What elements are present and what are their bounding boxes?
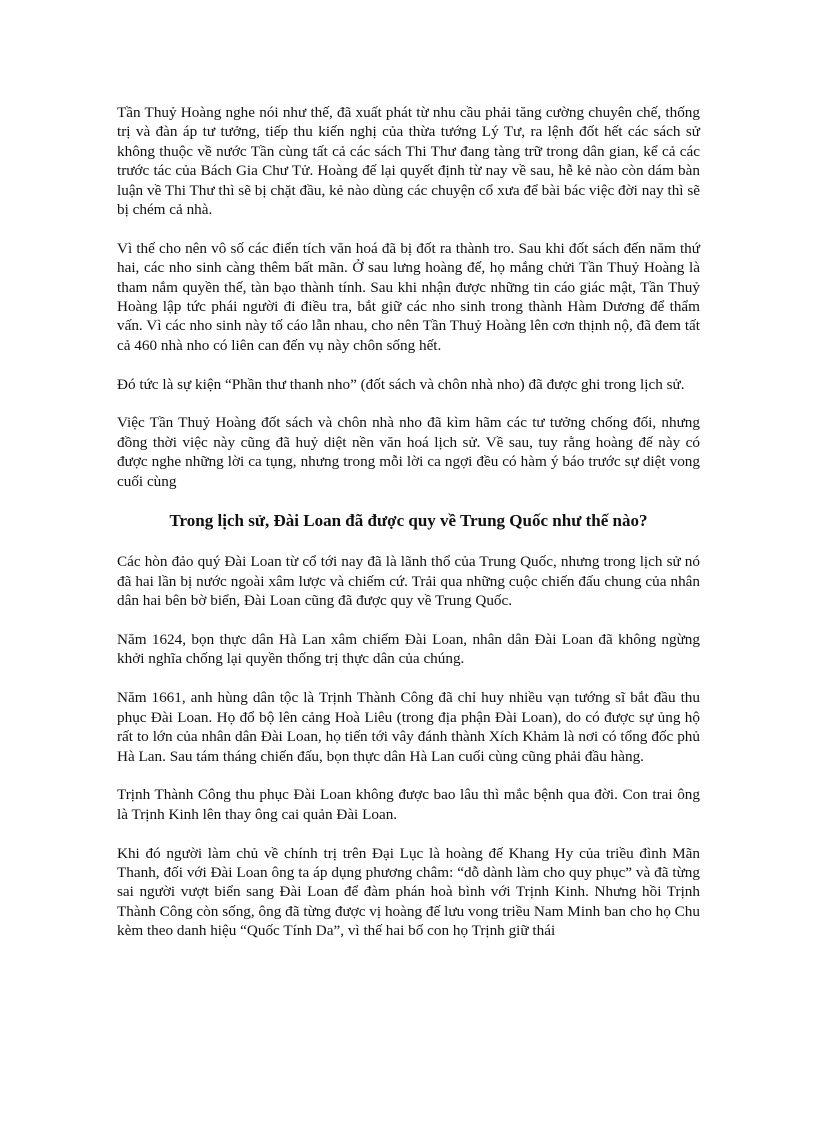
paragraph-kangxi: Khi đó người làm chủ về chính trị trên Đại Lục là hoàng đế Khang Hy của triều đình Mãn Thanh, đối với Đài Loan ông ta áp dụng phương châm: “dỗ dành làm cho quy phục” và đã từng sai người vượt biển sang Đài Loan để đàm phán hoà bình với Trịnh Kinh. Nhưng hồi Trịnh Thành Công còn sống, ông đã từng được vị hoàng đế lưu vong triều Nam Minh ban cho họ Chu kèm theo danh hiệu “Quốc Tính Da”, vì thế hai bố con họ Trịnh giữ thái [117,844,700,940]
paragraph-historical-event: Đó tức là sự kiện “Phần thư thanh nho” (đốt sách và chôn nhà nho) đã được ghi trong lịch sử. [117,375,685,393]
paragraph-burying-scholars: Vì thế cho nên vô số các điển tích văn hoá đã bị đốt ra thành tro. Sau khi đốt sách đến năm thứ hai, các nho sinh càng thêm bất mãn. Ở sau lưng hoàng đế, họ mắng chửi Tần Thuỷ Hoàng là tham nắm quyền thế, tàn bạo thành tính. Sau khi nhận được những tin cáo giác mật, Tần Thuỷ Hoàng lập tức phái người đi điều tra, bắt giữ các nho sinh trong thành Hàm Dương để thẩm vấn. Vì các nho sinh này tố cáo lẫn nhau, cho nên Tần Thuỷ Hoàng lên cơn thịnh nộ, đã đem tất cả 460 nhà nho có liên can đến vụ này chôn sống hết. [117,239,700,354]
paragraph-zheng-chenggong: Năm 1661, anh hùng dân tộc là Trịnh Thành Công đã chỉ huy nhiều vạn tướng sĩ bắt đầu thu phục Đài Loan. Họ đổ bộ lên cảng Hoà Liêu (trong địa phận Đài Loan), do có được sự ủng hộ rất to lớn của nhân dân Đài Loan, họ tiến tới vây đánh thành Xích Khảm là nơi có tổng đốc phủ Hà Lan. Sau tám tháng chiến đấu, bọn thực dân Hà Lan cuối cùng cũng phải đầu hàng. [117,689,700,765]
paragraph-consequences: Việc Tần Thuỷ Hoàng đốt sách và chôn nhà nho đã kìm hãm các tư tưởng chống đối, nhưng đồng thời việc này cũng đã huỷ diệt nền văn hoá lịch sử. Về sau, tuy rằng hoàng đế này có được nghe những lời ca tụng, nhưng trong mỗi lời ca ngợi đều có hàm ý báo trước sự diệt vong cuối cùng [117,414,700,490]
paragraph-zheng-jing: Trịnh Thành Công thu phục Đài Loan không được bao lâu thì mắc bệnh qua đời. Con trai ông là Trịnh Kinh lên thay ông cai quản Đài Loan. [117,786,700,823]
paragraph-dutch-occupation: Năm 1624, bọn thực dân Hà Lan xâm chiếm Đài Loan, nhân dân Đài Loan đã không ngừng khởi nghĩa chống lại quyền thống trị thực dân của chúng. [117,631,700,668]
paragraph-taiwan-intro: Các hòn đảo quý Đài Loan từ cổ tới nay đã là lãnh thổ của Trung Quốc, nhưng trong lịch sử nó đã hai lần bị nước ngoài xâm lược và chiếm cứ. Trải qua những cuộc chiến đấu chung của nhân dân hai bên bờ biển, Đài Loan cũng đã được quy về Trung Quốc. [117,553,700,610]
section-heading-taiwan: Trong lịch sử, Đài Loan đã được quy về Trung Quốc như thế nào? [169,511,648,531]
paragraph-burning-books: Tần Thuỷ Hoàng nghe nói như thế, đã xuất phát từ nhu cầu phải tăng cường chuyên chế, thống trị và đàn áp tư tưởng, tiếp thu kiến nghị của thừa tướng Lý Tư, ra lệnh đốt hết các sách sử không thuộc về nước Tần cùng tất cả các sách Thi Thư đang tàng trữ trong dân gian, kể cả các trước tác của Bách Gia Chư Tử. Hoàng đế lại quyết định từ nay về sau, hễ kẻ nào còn dám bàn luận về Thi Thư thì sẽ bị chặt đầu, kẻ nào dùng các chuyện cổ xưa để bài bác việc đời nay thì sẽ bị chém cả nhà. [117,104,700,219]
document-page [117,103,700,960]
